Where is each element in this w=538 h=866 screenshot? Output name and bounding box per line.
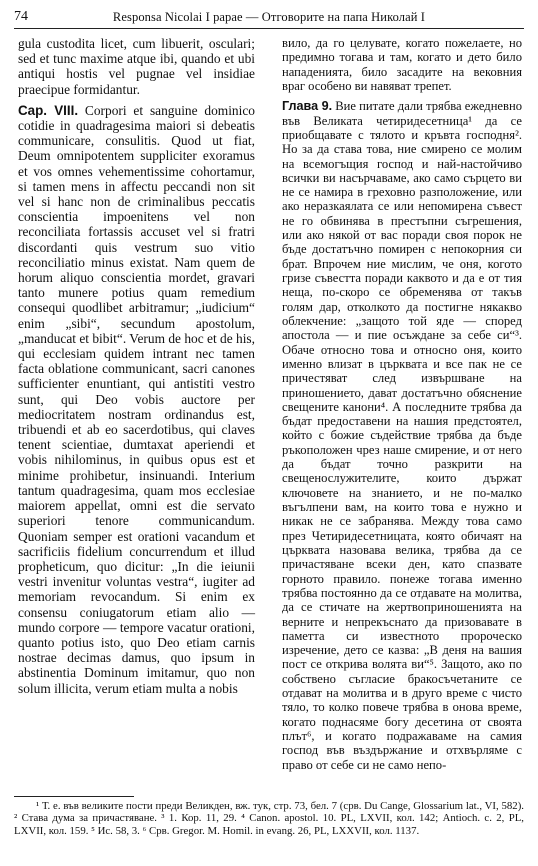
- footnotes: [14, 800, 524, 837]
- bulgarian-column: [282, 36, 522, 772]
- latin-chapter-heading: Cap. VIII.: [18, 102, 79, 118]
- running-title: Responsa Nicolai I papae — Отговорите на папа Николай I: [112, 10, 426, 24]
- bulgarian-chapter-heading: Глава 9.: [282, 99, 333, 114]
- latin-paragraph: gula custodita licet, cum libuerit, osculari; sed et tunc maxime atque ibi, quando et ubi antiqui hostis vel pugnae vel insidiae praecipue formidantur.: [18, 36, 255, 97]
- bulgarian-paragraph: вило, да го целувате, когато пожелаете, но предимно тогава и там, когато и дето било нападенията, било засадите на вековния враг особено ви навяват трепет.: [282, 36, 522, 93]
- footnote-text: ¹ Т. е. във великите пости преди Великден, вж. тук, стр. 73, бел. 7 (срв. Du Cange, Glossarium lat., VI, 582). ² Става дума за причастяване. ³ 1. Кор. 11, 29. ⁴ Canon. apostol. 10. PL, LXVII, кол. 142; Antioch. c. 2, PL, LXVII, кол. 159. ⁵ Ис. 58, 3. ⁶ Срв. Gregor. M. Homil. in evang. 26, PL, LXXVII, кол. 1137.: [14, 800, 524, 837]
- latin-chapter-text: Corpori et sanguine dominico cotidie in quadragesima maiori si debeatis communicare, consulitis. Quod ut fiat, Deum omnipotentem suppliciter exoramus et vos omnes vehementissime cohortamur, si tamen mens in affectu peccandi non sit vel si hanc non de criminalibus peccatis conscientia impoenitens vel non reconciliata fortassis accuset vel si fratri discordanti quis vestrum suo vitio reconciliatio minus existat. Nam quem de horum aliquo conscientia mordet, gravari tanto munere potius quam remedium consequi quodlibet arbitramur; „iudicium“ enim „sibi“, secundum apostolum, „manducat et bibit“. Verum de hoc et de his, qui ecclesiam quidem intrant nec tamen facta oblatione communicant, sacri canones sufficienter enuntiant, qui antistiti vestro sunt, qui Deo vobis auctore per mediocritatem nostram ordinandus est, tribuendi et ab eo sacerdotibus, qui claves tenent scientiae, dumtaxat aperiendi et vobis nihilominus, in quibus opus est et minime prohibetur, insinuandi. Interium tantum quadragesima, quam mos ecclesiae maiorem appellat, omni est die servato superiori tenore communicandum. Quoniam semper est orationi vacandum et sacrificiis fidelium concurrendum et illud propheticum, quo dicitur: „In die ieiunii vestri invenitur voluntas vestra“, iugiter ad memoriam revocandum. Si enim ex consensu coniugatorum etiam alio — mundo corpore — tempore vacatur orationi, quanto potius isto, quo Deo etiam carnis nostrae decimas damus, quo ipsum in abstinentia Dominum imitamur, quo non solum illicita, verum etiam multa a nobis: [18, 102, 255, 696]
- footnote-divider: [14, 796, 134, 797]
- latin-chapter-paragraph: [18, 103, 255, 696]
- bulgarian-chapter-paragraph: [282, 99, 522, 772]
- bulgarian-chapter-text: Вие питате дали трябва ежедневно във Великата четиридесетница¹ да се приобщавате с тялото и кръвта господня². Но за да става това, ние смирено се молим на всемогъщия господ и най-настойчиво всички ви насърчаваме, ако само сърцето ви не се намира в греховно разположение, или ако неразкаялата се или непомирена съвест не го обвинява в престъпни съгрешения, или ако някой от вас поради своя порок не бъде достатъчно помирен с непокорния си брат. Впрочем ние мислим, че оня, когото гризе съвестта поради каквото и да е от тия неща, по-скоро се обременява от такъв голям дар, отколкото да постигне някакво облекчение: „защото той яде — според апостола — и пие осъждане за себе си“³. Обаче относно това и относно оня, които именно влизат в църквата и все пак не се причестяват след извършване на приношението, дават достатъчно обяснение свещените канони⁴. А последните трябва да бъдат предоставени на нашия предстоятел, който с божие съдействие трябва да бъде ръкоположен чрез наше смирение, и от него да бъдат точно разкрити на свещенослужителите, които държат ключовете на знанието, и не по-малко въгълпени вам, на които това е нужно и никак не се забранява. Между това само през Четиридесетницата, която обичаят на църквата назовава велика, трябва да се причастяване всеки ден, като спазвате горното правило. понеже тогава именно трябва постоянно да се отдавате на молитва, да се стичате на жертвоприношенията на верните и непрекъснато да призовавате в паметта си известното пророческо изречение, дето се казва: „В деня на вашия пост се открива волята ви“⁵. Защото, ако по собствено съгласие бракосъчетаните се отдават на молитва и в друго време с чисто тяло, то колко повече трябва в онова време, когато поднасяме богу десетина от своята плът⁶, и когато подражаваме на самия господ във въздържание и отхвърляме с право от себе си не само непо-: [282, 99, 523, 772]
- page-number: 74: [14, 9, 28, 24]
- running-header: [14, 6, 524, 29]
- latin-column: [18, 36, 255, 696]
